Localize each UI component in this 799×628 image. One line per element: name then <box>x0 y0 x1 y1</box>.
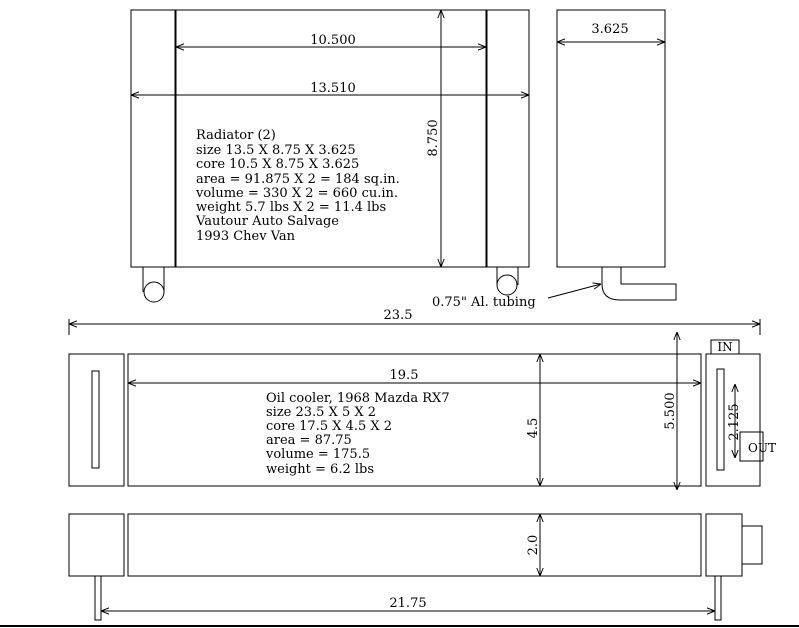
oil-cooler-right-slot <box>717 369 724 470</box>
radiator-notes <box>195 128 400 244</box>
label-radiator-depth: 3.625 <box>591 22 629 37</box>
label-core-length: 19.5 <box>389 368 419 383</box>
radiator-left-tank <box>131 10 175 267</box>
label-outlet-port: OUT <box>748 441 776 455</box>
label-port-spacing: 2.125 <box>727 403 742 441</box>
label-inlet-port: IN <box>717 340 733 354</box>
note-line: Oil cooler, 1968 Mazda RX7 <box>266 391 450 406</box>
radiator-side-view <box>548 10 676 300</box>
label-fitting-spacing: 21.75 <box>389 596 427 611</box>
label-radiator-core-width: 10.500 <box>310 33 356 48</box>
radiator-right-fitting <box>497 275 517 295</box>
note-line: volume = 330 X 2 = 660 cu.in. <box>196 186 399 201</box>
note-line: area = 87.75 <box>266 433 352 448</box>
left-fitting-tube <box>95 576 101 620</box>
label-cooler-height: 5.500 <box>663 392 678 430</box>
oil-cooler-top-right-tank <box>706 514 742 576</box>
note-line: Radiator (2) <box>196 128 276 143</box>
label-radiator-overall-width: 13.510 <box>310 81 356 96</box>
radiator-left-fitting <box>144 282 164 302</box>
radiator-right-tank <box>487 10 529 267</box>
note-line: weight 5.7 lbs X 2 = 11.4 lbs <box>196 200 387 215</box>
right-fitting-tube <box>715 576 721 620</box>
note-line: area = 91.875 X 2 = 184 sq.in. <box>196 172 400 187</box>
note-line: Vautour Auto Salvage <box>196 214 339 229</box>
oil-cooler-top-outlet <box>742 526 762 564</box>
oil-cooler-left-slot <box>92 371 99 468</box>
note-line: 1993 Chev Van <box>196 229 296 244</box>
oil-cooler-left-tank <box>69 354 124 486</box>
tubing-leader-line <box>548 284 601 298</box>
oil-cooler-top-core <box>128 514 701 576</box>
label-tubing: 0.75" Al. tubing <box>432 295 536 310</box>
label-core-height: 4.5 <box>526 417 541 439</box>
note-line: core 10.5 X 8.75 X 3.625 <box>196 157 360 172</box>
oil-cooler-top-left-tank <box>69 514 124 576</box>
tubing-bend <box>602 267 676 300</box>
radiator-side-body <box>557 10 665 267</box>
note-line: size 23.5 X 5 X 2 <box>266 405 377 420</box>
note-line: size 13.5 X 8.75 X 3.625 <box>196 143 356 158</box>
note-line: volume = 175.5 <box>266 447 371 462</box>
note-line: core 17.5 X 4.5 X 2 <box>266 419 393 434</box>
label-radiator-height: 8.750 <box>426 119 441 157</box>
label-overall-length: 23.5 <box>383 308 413 323</box>
label-depth: 2.0 <box>526 534 541 556</box>
note-line: weight = 6.2 lbs <box>266 462 375 477</box>
oil-cooler-notes <box>265 391 450 477</box>
